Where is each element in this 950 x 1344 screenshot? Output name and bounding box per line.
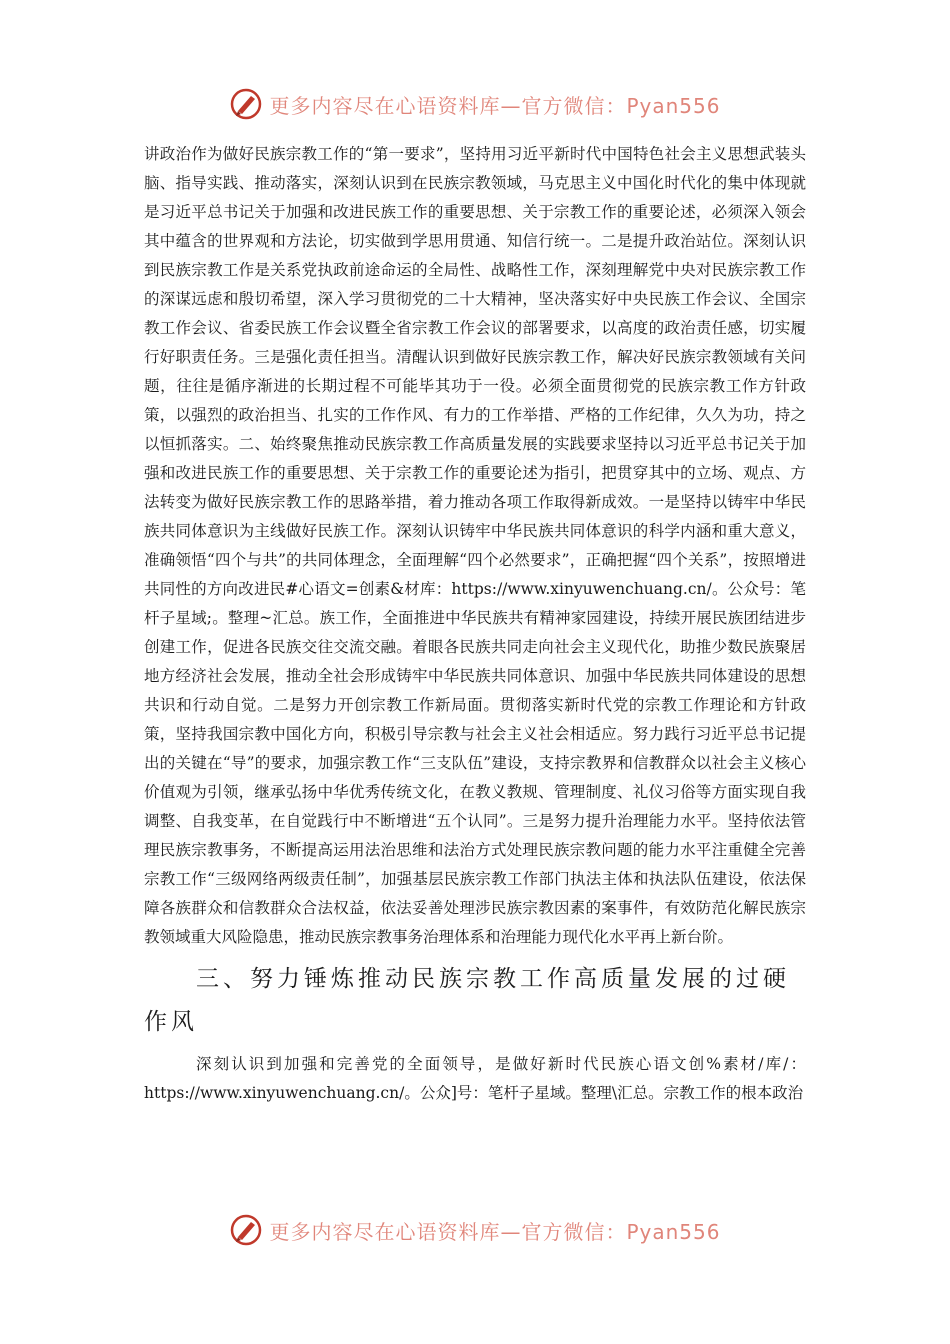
body-paragraph: 讲政治作为做好民族宗教工作的“第一要求”，坚持用习近平新时代中国特色社会主义思想武装头脑、指导实践、推动落实，深刻认识到在民族宗教领域，马克思主义中国化时代化的集中体现就是习近平总书记关于加强和改进民族工作的重要思想、关于宗教工作的重要论述，必须深入领会其中蕴含的世界观和方法论，切实做到学思用贯通、知信行统一。二是提升政治站位。深刻认识到民族宗教工作是关系党执政前途命运的全局性、战略性工作，深刻理解党中央对民族宗教工作的深谋远虑和殷切希望，深入学习贯彻党的二十大精神，坚决落实好中央民族工作会议、全国宗教工作会议、省委民族工作会议暨全省宗教工作会议的部署要求，以高度的政治责任感，切实履行好职责任务。三是强化责任担当。清醒认识到做好民族宗教工作，解决好民族宗教领域有关问题，往往是循序渐进的长期过程不可能毕其功于一役。必须全面贯彻党的民族宗教工作方针政策，以强烈的政治担当、扎实的工作作风、有力的工作举措、严格的工作纪律，久久为功，持之以恒抓落实。二、始终聚焦推动民族宗教工作高质量发展的实践要求坚持以习近平总书记关于加强和改进民族工作的重要思想、关于宗教工作的重要论述为指引，把贯穿其中的立场、观点、方法转变为做好民族宗教工作的思路举措，着力推动各项工作取得新成效。一是坚持以铸牢中华民族共同体意识为主线做好民族工作。深刻认识铸牢中华民族共同体意识的科学内涵和重大意义，准确领悟“四个与共”的共同体理念，全面理解“四个必然要求”，正确把握“四个关系”，按照增进共同性的方向改进民#心语文=创素&材库：https://www.xinyuwenchuang.cn/。公众号：笔杆子星域;。整理~汇总。族工作，全面推进中华民族共有精神家园建设，持续开展民族团结进步创建工作，促进各民族交往交流交融。着眼各民族共同走向社会主义现代化，助推少数民族聚居地方经济社会发展，推动全社会形成铸牢中华民族共同体意识、加强中华民族共同体建设的思想共识和行动自觉。二是努力开创宗教工作新局面。贯彻落实新时代党的宗教工作理论和方针政策，坚持我国宗教中国化方向，积极引导宗教与社会主义社会相适应。努力践行习近平总书记提出的关键在“导”的要求，加强宗教工作“三支队伍”建设，支持宗教界和信教群众以社会主义核心价值观为引领，继承弘扬中华优秀传统文化，在教义教规、管理制度、礼仪习俗等方面实现自我调整、自我变革，在自觉践行中不断增进“五个认同”。三是努力提升治理能力水平。坚持依法管理民族宗教事务，不断提高运用法治思维和法治方式处理民族宗教问题的能力水平注重健全完善宗教工作“三级网络两级责任制”，加强基层民族宗教工作部门执法主体和执法队伍建设，依法保障各族群众和信教群众合法权益，依法妥善处理涉民族宗教因素的案事件，有效防范化解民族宗教领域重大风险隐患，推动民族宗教事务治理体系和治理能力现代化水平再上新台阶。 bbox=[144, 145, 806, 946]
footer-banner bbox=[0, 1210, 950, 1250]
document-body bbox=[144, 140, 806, 1108]
header-banner-text: 更多内容尽在心语资料库—官方微信：Pyan556 bbox=[269, 93, 721, 118]
pen-logo-icon bbox=[229, 1213, 263, 1247]
footer-banner-text: 更多内容尽在心语资料库—官方微信：Pyan556 bbox=[269, 1219, 721, 1244]
closing-paragraph: 深刻认识到加强和完善党的全面领导，是做好新时代民族心语文创%素材/库/：https://www.xinyuwenchuang.cn/。公众]号：笔杆子星域。整理\汇总。宗教工作的根本政治 bbox=[144, 1055, 806, 1102]
pen-logo-icon bbox=[229, 87, 263, 121]
section-heading: 三、努力锤炼推动民族宗教工作高质量发展的过硬作风 bbox=[144, 966, 790, 1035]
header-banner bbox=[0, 84, 950, 124]
